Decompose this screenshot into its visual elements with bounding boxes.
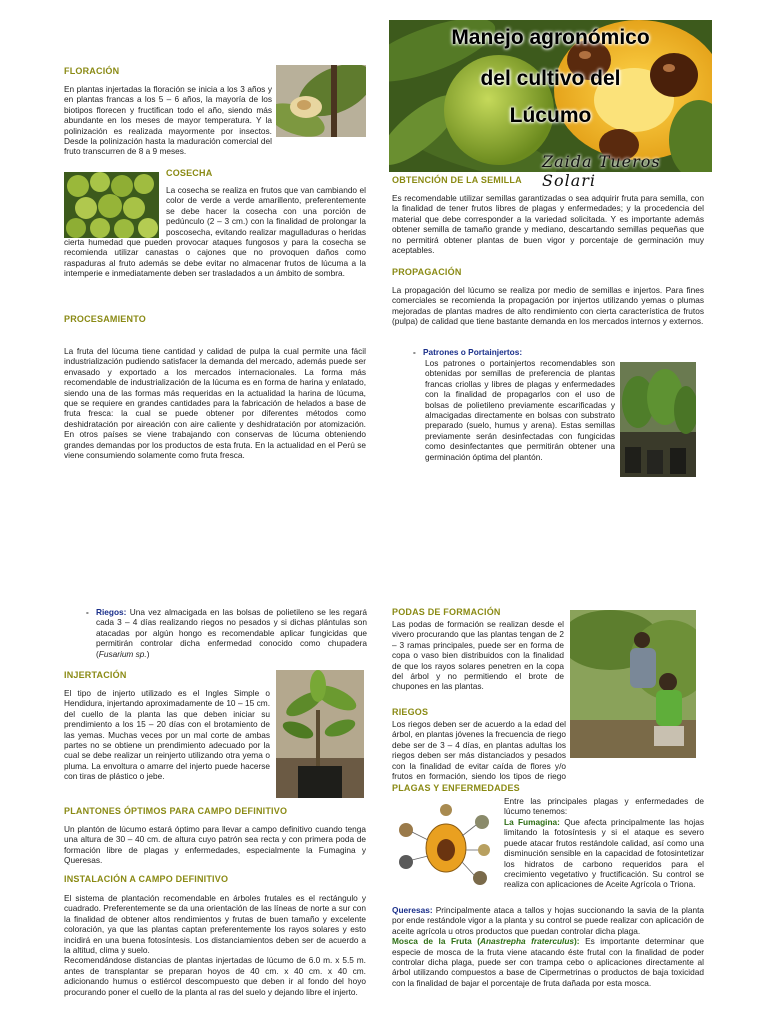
- cosecha-heading: COSECHA: [166, 168, 213, 178]
- instalacion-text2: Recomendándose distancias de plantas injertadas de lúcumo de 6.0 m. x 5.5 m. antes de transplantar se preparan hoyos de 40 cm. x 40 cm. x 40 cm. adicionando humus o estiércol descompuesto que deben ir al fondo del hoyo procurando poner el cuello de la planta al ras del suelo y dejando libre el injerto.: [64, 955, 366, 997]
- riegos-bullet-text: Una vez almacigada en las bolsas de polietileno se les regará cada 3 – 4 días realizando riegos no pesados y si dichas plántulas son atacadas por algún hongo es recomendable aplicar fungicidas que permitirán controlar dicha enfermedad conocido como chupadera (: [96, 607, 367, 659]
- pests-diagram-image: [392, 800, 496, 892]
- banner-title: [389, 24, 712, 129]
- obtencion-heading: OBTENCIÓN DE LA SEMILLA: [392, 175, 522, 185]
- riegos-bullet-species: Fusarium sp.: [98, 648, 147, 659]
- riegos-text: Los riegos deben ser de acuerdo a la edad del árbol, en plantas jóvenes la frecuencia de riego debe ser de 3 – 4 días, en plantas adultas los riegos deben ser más distanciados y pesados: [392, 719, 566, 761]
- cosecha-text-continued: [64, 238, 366, 279]
- instalacion-heading: INSTALACIÓN A CAMPO DEFINITIVO: [64, 874, 229, 884]
- plantones-heading: PLANTONES ÓPTIMOS PARA CAMPO DEFINITIVO: [64, 806, 288, 816]
- riegos-bullet-item: [96, 607, 367, 659]
- banner-title-line3: Lúcumo: [509, 104, 592, 127]
- flower-photo: [276, 65, 366, 137]
- seedlings-nursery-image: [620, 362, 696, 477]
- cosecha-text: La cosecha se realiza en frutos que van cambiando el color de verde a verde amarillento, preferentemente se debe hacer la cosecha con una porción de pedúnculo (2 – 3 cm.) con la finalidad de prolongar la poscosecha, evitando realizar magulladuras o heridas: [166, 185, 366, 237]
- fumagina-text: Que afecta principalmente las hojas limitando la fotosíntesis y si el ataque es severo puede atacar frutos restándole calidad, así como una disminución sensible en la capacidad de fotosintetizar los hidratos de carbono requeridos para el crecimiento vegetativo y fructificación. Su control se realiza con aplicaciones de Aceite Agrícola o Triona.: [504, 817, 704, 890]
- lucuma-fruits-image: [64, 172, 159, 238]
- mosca-species: Anastrepha fraterculus: [479, 936, 575, 947]
- podas-heading: PODAS DE FORMACIÓN: [392, 607, 501, 617]
- fumagina-label: La Fumagina:: [504, 817, 560, 827]
- instalacion-text: El sistema de plantación recomendable en árboles frutales es el rectángulo y cuadrado. Preferentemente se da una orientación de las líneas de norte a sur con la finalidad de obtener altos rendimientos y frutas de buen tamaño y excelente coloración, ya que las plantas captan preferentemente los rayos solares y esto incidirá en una buena fotosíntesis. Los distanciamientos deben ser de acuerdo a la altitud, clima y suelo.: [64, 893, 366, 956]
- grafted-plant-image: [276, 670, 364, 798]
- patrones-item: [423, 347, 703, 357]
- floracion-text: En plantas injertadas la floración se inicia a los 3 años y en plantas francas a los 5 – 6 años, la mayoría de los biotipos florecen y fructifican todo el año, siendo más abundante en los meses de mayor temperatura. Y la polinización es realizada mayormente por insectos. Desde la polinización hasta la maduración comercial del fruto transcurren de 8 a 9 meses.: [64, 84, 272, 157]
- mosca-text: Es importante determinar que especie de mosca de la fruta viene atacando éste frutal con la finalidad de poder controlar dicha plaga, puede ser con trampa cebo o aplicaciones directamente al árbol utilizando compuestos a base de Cipermetrinas o productos de baja toxicidad con la finalidad de bajar el porcentaje de fruta dañada por esta mosca.: [392, 936, 704, 988]
- plagas-heading: PLAGAS Y ENFERMEDADES: [392, 783, 520, 793]
- grafted-plant-photo: [276, 670, 364, 798]
- fruits-photo: [64, 172, 159, 238]
- injertacion-text: El tipo de injerto utilizado es el Ingles Simple o Hendidura, injertando aproximadamente de 10 – 15 cm. del cuello de la planta las que deben iniciar su prendimiento a los 15 – 20 días con el brotamiento de las yemas. Muchas veces por un mal corte de ambas partes no se obtiene un prendimiento adecuado por la cual se debe realizar un reinjerto utilizando otra yema o pluma. La envoltura o amarre del injerto puede hacerse con tiras de plástico o jebe.: [64, 688, 270, 782]
- pests-diagram: [392, 800, 496, 892]
- pruning-workers-image: [570, 610, 696, 758]
- cosecha-text-flow: cierta humedad que pueden provocar ataques fungosos y para la cosecha se recomienda utilizar canastas o cajones que no provoquen daños como raspaduras al fruto además se debe evitar no almacenar frutos de lúcuma a la intemperie e inmediatamente deben ser trasladados a un ámbito de sombra.: [64, 238, 366, 279]
- riegos-bullet-close: ): [146, 648, 150, 659]
- riegos-text-continued: con la finalidad de evitar caída de flores y/o frutos en formación, siendo los tipos de riego: [392, 761, 566, 782]
- queresas-label: Queresas:: [392, 905, 433, 915]
- fumagina-paragraph: [504, 817, 704, 890]
- procesamiento-text: La fruta del lúcuma tiene cantidad y calidad de pulpa la cual permite una fácil industrialización pudiendo satisfacer la demanda del mercado, además puede ser envasado y exportado a los mercados internacionales. La forma más recomendable de industrialización de la lúcuma es en forma de harina y enlatado, siendo una de las formas más requeridas en la actualidad la harina de lúcuma, que se requiere en grandes cantidades para la fabricación de helados a base de fruta fresca: la cual se puede obtener por diferentes métodos como deshidratación por aireación con aire caliente y deshidratación por atomización. En otros países se viene trabajando con conservas de lúcuma obteniendo grandes demandas por los productos de esta fruta. En la actualidad en el Perú se viene consumiendo solamente como fruta fresca.: [64, 346, 366, 461]
- banner-title-line1: Manejo agronómico: [451, 26, 650, 49]
- plantones-text: Un plantón de lúcumo estará óptimo para llevar a campo definitivo cuando tenga una altura de 30 – 40 cm. de altura cuyo patrón sea recta y con primera poda de formación libre de plagas y enfermedades, especialmente la Fumagina y Queresas.: [64, 824, 366, 866]
- propagacion-text: La propagación del lúcumo se realiza por medio de semillas e injertos. Para fines comerciales se recomienda la propagación por injertos utilizando yemas o plumas mejoradas de plantas madres de alto rendimiento con cierta característica de frutos (pulpa) de calidad que tiene bastante demanda en los mercados internos y externos.: [392, 285, 704, 327]
- banner-author: Zaida Tueros Solari: [542, 152, 661, 190]
- patrones-text-flow: Los patrones o portainjertos recomendables son obtenidas por semillas de preferencia de plantas francas criollas y libres de plagas y enfermedades con la finalidad de propagarlos con el uso de bolsas de polietileno previamente escarificadas y almacigadas directamente en bolsas con substrato preparado (suelo, humus y arena). Estas semillas previamente serán desinfectadas con fungicidas como desinfectantes que permitirán obtener una germinación óptima del plantón.: [425, 358, 615, 462]
- plagas-intro: Entre las principales plagas y enfermedades de lúcumo tenemos:: [504, 796, 704, 817]
- queresas-paragraph: [392, 905, 704, 936]
- cosecha-text-top: [166, 185, 366, 237]
- seedlings-photo: [620, 362, 696, 477]
- injertacion-heading: INJERTACIÓN: [64, 670, 127, 680]
- banner-title-line2: del cultivo del: [480, 67, 621, 90]
- patrones-label: Patrones o Portainjertos:: [423, 347, 523, 357]
- pruning-photo: [570, 610, 696, 758]
- queresas-text: Principalmente ataca a tallos y hojas succionando la savia de la planta por ende restándole vigor a la planta y su control se puede realizar con aplicación de aceite agrícola u otros productos que puedan controlar dicha plaga.: [392, 905, 704, 936]
- mosca-label-b: ):: [574, 936, 580, 947]
- obtencion-text: Es recomendable utilizar semillas garantizadas o sea adquirir fruta para semilla, con la finalidad de tener frutos libres de plagas y enfermedades; y la procedencia del material que debe corresponder a la variedad solicitada. Y es importante además obtener semilla de tamaño grande y mediano, descartando semillas pequeñas que no permitirá obtener plantas de buen vigor y porcentaje de germinación muy aceptables.: [392, 193, 704, 256]
- riegos-bullet-label: Riegos:: [96, 607, 127, 617]
- mosca-label-a: Mosca de la Fruta (: [392, 936, 480, 947]
- propagacion-heading: PROPAGACIÓN: [392, 267, 462, 277]
- procesamiento-heading: PROCESAMIENTO: [64, 314, 146, 324]
- lucuma-flower-image: [276, 65, 366, 137]
- floracion-heading: FLORACIÓN: [64, 66, 120, 76]
- riegos-heading: RIEGOS: [392, 707, 429, 717]
- podas-text: Las podas de formación se realizan desde el vivero procurando que las plantas tengan de 2 – 3 ramas principales, puede ser en forma de copa o vaso bien distribuidos con la finalidad de que los rayos solares penetren en la copa del árbol y no permitiendo el brote de chupones en las plantas.: [392, 619, 564, 692]
- mosca-paragraph: [392, 936, 704, 988]
